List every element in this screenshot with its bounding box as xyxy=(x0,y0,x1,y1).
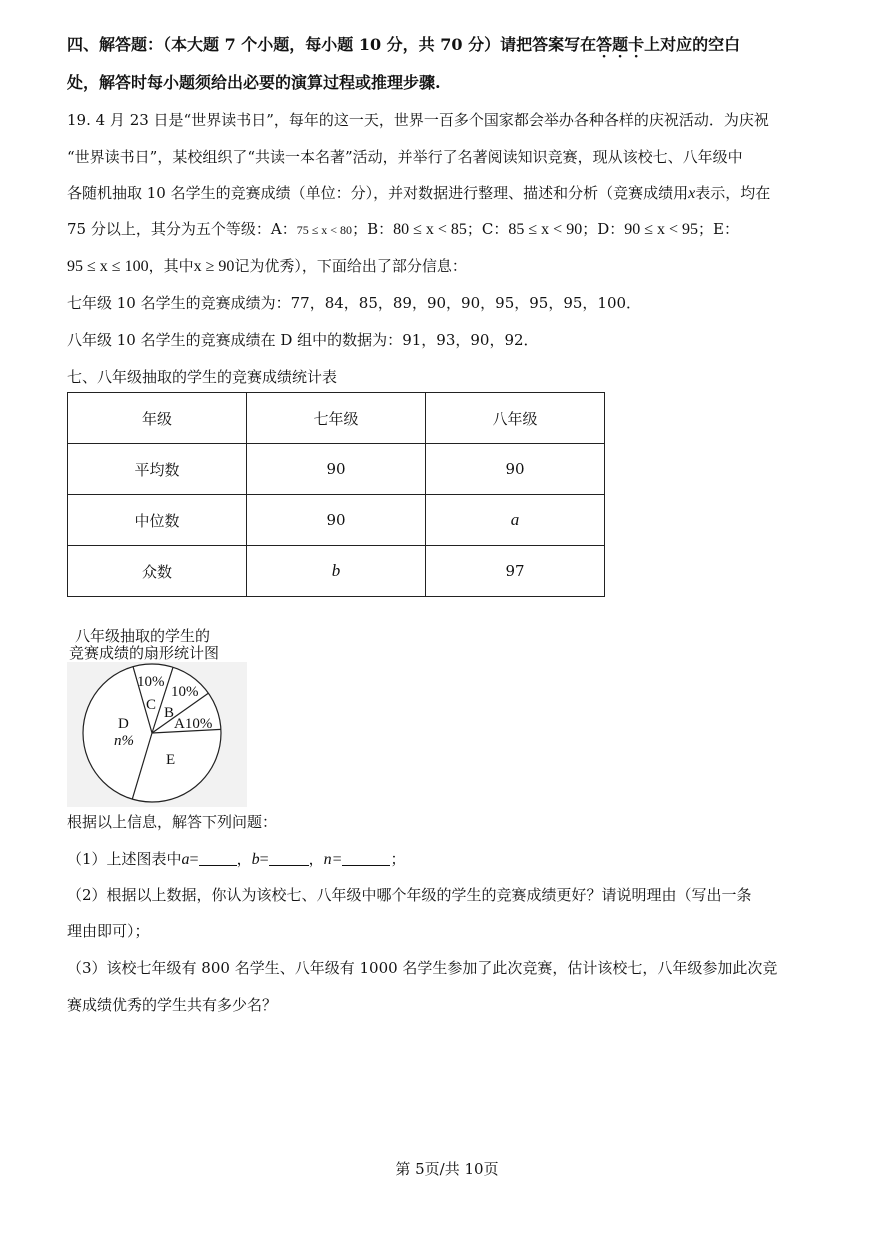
emphasis-char: 卡 xyxy=(628,35,645,54)
pie-label-b-pct: 10% xyxy=(171,684,199,700)
table-cell: 中位数 xyxy=(68,495,247,546)
pie-label-d-pct: n% xyxy=(114,733,134,749)
questions-intro: 根据以上信息，解答下列问题： xyxy=(67,813,278,831)
math-eq: = xyxy=(259,851,269,868)
table-cell: 90 xyxy=(247,444,426,495)
problem-text: ；B： xyxy=(352,220,394,238)
pie-title-line1: 八年级抽取的学生的 xyxy=(75,627,211,645)
question-text: （1）上述图表中 xyxy=(67,850,182,868)
math-var: n= xyxy=(323,851,343,868)
table-row xyxy=(68,444,605,495)
problem-text: 记为优秀），下面给出了部分信息： xyxy=(234,257,467,275)
section-heading-line2: 处，解答时每小题须给出必要的演算过程或推理步骤. xyxy=(67,73,441,92)
table-cell: 97 xyxy=(426,546,605,597)
question-3-line1: （3）该校七年级有 800 名学生、八年级有 1000 名学生参加了此次竞赛，估计该校七，八年级参加此次竞 xyxy=(67,959,778,977)
pie-chart xyxy=(67,662,247,807)
pie-label-e: E xyxy=(166,752,176,768)
problem-text: ；E： xyxy=(698,220,739,238)
pie-label-c: C xyxy=(146,697,157,713)
emphasis-char: 题 xyxy=(612,35,629,54)
math-range: 75 ≤ x < 80 xyxy=(296,223,353,237)
pie-label-d: D xyxy=(118,716,129,732)
table-row xyxy=(68,393,605,444)
math-range: 90 ≤ x < 95 xyxy=(624,221,699,238)
math-condition: x ≥ 90 xyxy=(193,258,235,275)
problem-text: 表示，均在 xyxy=(695,184,771,202)
page-footer: 第 5页/共 10页 xyxy=(395,1160,499,1178)
problem-line xyxy=(67,182,770,203)
table-header-cell: 七年级 xyxy=(247,393,426,444)
problem-text: ；D： xyxy=(582,220,625,238)
table-header-cell: 年级 xyxy=(68,393,247,444)
question-text: ， xyxy=(236,850,252,868)
question-text: ； xyxy=(390,850,406,868)
problem-line xyxy=(67,255,467,276)
question-text: ， xyxy=(308,850,324,868)
problem-text: ；C： xyxy=(466,220,509,238)
pie-title-line2: 竞赛成绩的扇形统计图 xyxy=(69,644,220,662)
math-range: 80 ≤ x < 85 xyxy=(393,221,467,238)
problem-text: 75 分以上，其分为五个等级：A： xyxy=(67,220,297,238)
problem-line: “世界读书日”，某校组织了“共读一本名著”活动，并举行了名著阅读知识竞赛，现从该校七、八年级中 xyxy=(67,148,743,166)
table-row xyxy=(68,495,605,546)
table-cell: 90 xyxy=(426,444,605,495)
question-2-line1: （2）根据以上数据，你认为该校七、八年级中哪个年级的学生的竞赛成绩更好？请说明理由（写出一条 xyxy=(67,886,752,904)
pie-label-b: B xyxy=(164,705,175,721)
table-cell: 90 xyxy=(247,495,426,546)
math-eq: = xyxy=(189,851,199,868)
problem-line xyxy=(67,218,739,239)
table-cell: 众数 xyxy=(68,546,247,597)
table-cell: 平均数 xyxy=(68,444,247,495)
question-3-line2: 赛成绩优秀的学生共有多少名？ xyxy=(67,996,278,1014)
section-heading-text: 上对应的空白 xyxy=(644,35,741,54)
math-range: 85 ≤ x < 90 xyxy=(508,221,583,238)
problem-text: ，其中 xyxy=(148,257,194,275)
question-1 xyxy=(67,848,405,869)
problem-text: 各随机抽取 10 名学生的竞赛成绩（单位：分），并对数据进行整理、描述和分析（竞赛成绩用 xyxy=(67,184,689,202)
math-var: x xyxy=(688,185,696,202)
table-title: 七、八年级抽取的学生的竞赛成绩统计表 xyxy=(67,368,338,386)
math-var: a xyxy=(181,851,190,868)
math-var: b xyxy=(251,851,260,868)
grade8-d-scores: 八年级 10 名学生的竞赛成绩在 D 组中的数据为：91，93，90，92． xyxy=(67,331,539,349)
emphasis-char: 答 xyxy=(596,35,613,54)
table-header-cell: 八年级 xyxy=(426,393,605,444)
answer-blank-n[interactable] xyxy=(342,851,390,866)
table-row xyxy=(68,546,605,597)
problem-line: 19. 4 月 23 日是“世界读书日”，每年的这一天，世界一百多个国家都会举办各种各样的庆祝活动．为庆祝 xyxy=(67,111,769,129)
pie-label-a: A10% xyxy=(174,716,213,732)
stats-table xyxy=(67,392,605,597)
section-heading-line1 xyxy=(67,32,740,55)
table-cell: a xyxy=(426,495,605,546)
answer-blank-a[interactable] xyxy=(199,851,237,866)
pie-label-c-pct: 10% xyxy=(137,674,165,690)
section-heading-text: 四、解答题：（本大题 7 个小题，每小题 10 分，共 70 分）请把答案写在 xyxy=(67,35,597,54)
table-cell: b xyxy=(247,546,426,597)
answer-blank-b[interactable] xyxy=(269,851,309,866)
question-2-line2: 理由即可）； xyxy=(67,922,150,940)
math-range: 95 ≤ x ≤ 100 xyxy=(67,258,149,275)
grade7-scores: 七年级 10 名学生的竞赛成绩为：77，84，85，89，90，90，95，95，95，100． xyxy=(67,294,642,312)
